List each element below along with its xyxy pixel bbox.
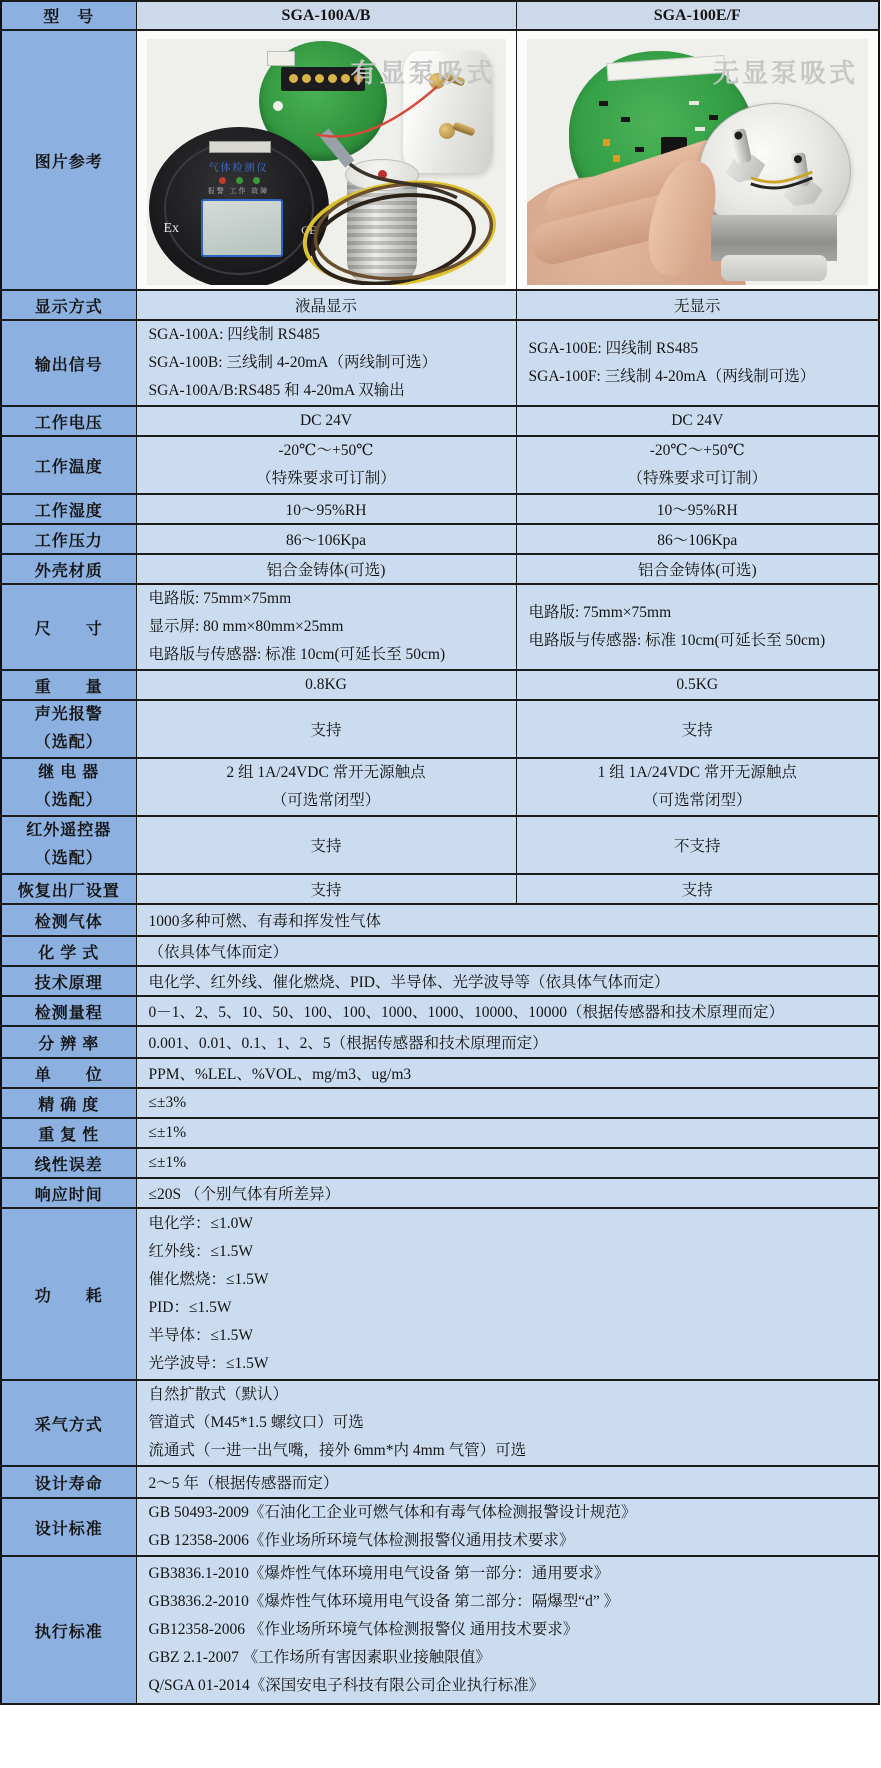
header-model-b: SGA-100E/F <box>516 1 879 30</box>
relay-label-line: 继 电 器 <box>38 764 100 781</box>
cell-repeatability: ≤±1% <box>136 1118 879 1148</box>
sampling-line: 自然扩散式（默认） <box>148 1386 289 1403</box>
row-image-label: 图片参考 <box>1 30 136 290</box>
row-image <box>1 30 879 290</box>
row-remote-label <box>1 816 136 874</box>
exec-standard-line: Q/SGA 01-2014《深国安电子科技有限公司企业执行标准》 <box>148 1677 545 1694</box>
alarm-label-line: （选配） <box>34 734 103 751</box>
relay-line: （可选常闭型） <box>271 792 381 809</box>
cell-design-standard <box>136 1498 879 1556</box>
cell-voltage-a: DC 24V <box>136 406 516 436</box>
row-power <box>1 1208 879 1380</box>
red-dot <box>378 170 387 179</box>
row-weight <box>1 670 879 700</box>
temperature-line: -20℃～+50℃ <box>278 442 374 459</box>
cell-reset-b: 支持 <box>516 874 879 904</box>
cell-accuracy: ≤±3% <box>136 1088 879 1118</box>
row-alarm-label <box>1 700 136 758</box>
row-lifespan-label: 设计寿命 <box>1 1466 136 1498</box>
design-standard-line: GB 50493-2009《石油化工企业可燃气体和有毒气体检测报警设计规范》 <box>148 1504 637 1521</box>
cell-relay-b <box>516 758 879 816</box>
row-principle-label: 技术原理 <box>1 966 136 996</box>
gas-detector-device <box>149 127 329 285</box>
exec-standard-line: GB12358-2006 《作业场所环境气体检测报警仪 通用技术要求》 <box>148 1621 579 1638</box>
row-accuracy <box>1 1088 879 1118</box>
row-relay-label <box>1 758 136 816</box>
pcb-component <box>621 117 630 122</box>
ce-mark: CE <box>301 223 317 237</box>
row-formula-label: 化 学 式 <box>1 936 136 966</box>
row-output <box>1 320 879 406</box>
cylinder-base <box>721 255 827 281</box>
cell-shell-a: 铝合金铸体(可选) <box>136 554 516 584</box>
row-display <box>1 290 879 320</box>
cell-exec-standard <box>136 1556 879 1704</box>
cell-response: ≤20S （个别气体有所差异） <box>136 1178 879 1208</box>
row-alarm <box>1 700 879 758</box>
led-indicators-icon <box>219 177 226 184</box>
row-reset-label: 恢复出厂设置 <box>1 874 136 904</box>
sensor-cylinder <box>695 103 855 285</box>
brass-nozzle-stem <box>452 121 475 136</box>
row-response <box>1 1178 879 1208</box>
row-pressure-label: 工作压力 <box>1 524 136 554</box>
cell-size-a <box>136 584 516 670</box>
device-title: 气体检测仪 <box>208 163 269 174</box>
output-line: SGA-100F: 三线制 4-20mA（两线制可选） <box>528 368 816 385</box>
brass-nozzle-icon <box>439 123 455 139</box>
row-shell-label: 外壳材质 <box>1 554 136 584</box>
power-line: 半导体：≤1.5W <box>148 1327 254 1344</box>
watermark-right: 无显泵吸式 <box>712 58 858 88</box>
row-weight-label: 重 量 <box>1 670 136 700</box>
row-unit-label: 单 位 <box>1 1058 136 1088</box>
cell-unit: PPM、%LEL、%VOL、mg/m3、ug/m3 <box>136 1058 879 1088</box>
row-voltage-label: 工作电压 <box>1 406 136 436</box>
cell-principle: 电化学、红外线、催化燃烧、PID、半导体、光学波导等（依具体气体而定） <box>136 966 879 996</box>
cell-humidity-a: 10～95%RH <box>136 494 516 524</box>
design-standard-line: GB 12358-2006《作业场所环境气体检测报警仪通用技术要求》 <box>148 1532 575 1549</box>
row-linearity <box>1 1148 879 1178</box>
pcb-component <box>635 147 644 152</box>
ex-mark: Ex <box>163 221 180 236</box>
row-pressure <box>1 524 879 554</box>
cell-remote-b: 不支持 <box>516 816 879 874</box>
pcb-mount-hole <box>273 101 283 111</box>
cell-output-a <box>136 320 516 406</box>
row-output-label: 输出信号 <box>1 320 136 406</box>
pcb-component <box>613 155 620 162</box>
row-relay <box>1 758 879 816</box>
cell-display-a: 液晶显示 <box>136 290 516 320</box>
row-humidity <box>1 494 879 524</box>
exec-standard-line: GBZ 2.1-2007 《工作场所有害因素职业接触限值》 <box>148 1649 491 1666</box>
row-gas-label: 检测气体 <box>1 904 136 936</box>
temperature-line: （特殊要求可订制） <box>256 470 396 487</box>
cell-shell-b: 铝合金铸体(可选) <box>516 554 879 584</box>
output-line: SGA-100B: 三线制 4-20mA（两线制可选） <box>148 354 437 371</box>
cell-pressure-a: 86～106Kpa <box>136 524 516 554</box>
alarm-label-line: 声光报警 <box>34 706 103 723</box>
cell-weight-b: 0.5KG <box>516 670 879 700</box>
sampling-line: 管道式（M45*1.5 螺纹口）可选 <box>148 1414 364 1431</box>
remote-label-line: （选配） <box>34 850 103 867</box>
row-design-standard <box>1 1498 879 1556</box>
row-power-label: 功 耗 <box>1 1208 136 1380</box>
header-model-a: SGA-100A/B <box>136 1 516 30</box>
cell-pressure-b: 86～106Kpa <box>516 524 879 554</box>
relay-line: 1 组 1A/24VDC 常开无源触点 <box>597 764 797 781</box>
row-repeatability-label: 重 复 性 <box>1 1118 136 1148</box>
led-labels: 报警 工作 故障 <box>207 187 270 195</box>
power-line: 催化燃烧：≤1.5W <box>148 1271 269 1288</box>
power-line: PID：≤1.5W <box>148 1299 232 1316</box>
row-resolution <box>1 1026 879 1058</box>
row-voltage <box>1 406 879 436</box>
cell-size-b <box>516 584 879 670</box>
cell-formula: （依具体气体而定） <box>136 936 879 966</box>
steel-nozzle-icon <box>777 150 824 211</box>
row-exec-standard <box>1 1556 879 1704</box>
row-range-label: 检测量程 <box>1 996 136 1026</box>
row-resolution-label: 分 辨 率 <box>1 1026 136 1058</box>
row-accuracy-label: 精 确 度 <box>1 1088 136 1118</box>
cell-linearity: ≤±1% <box>136 1148 879 1178</box>
size-line: 电路版: 75mm×75mm <box>528 604 672 621</box>
output-line: SGA-100A/B:RS485 和 4-20mA 双输出 <box>148 382 405 399</box>
row-unit <box>1 1058 879 1088</box>
row-size <box>1 584 879 670</box>
cell-resolution: 0.001、0.01、0.1、1、2、5（根据传感器和技术原理而定） <box>136 1026 879 1058</box>
size-line: 电路版: 75mm×75mm <box>148 590 292 607</box>
cell-display-b: 无显示 <box>516 290 879 320</box>
watermark-left: 有显泵吸式 <box>350 58 496 88</box>
row-shell <box>1 554 879 584</box>
row-temperature <box>1 436 879 494</box>
row-sampling <box>1 1380 879 1466</box>
row-response-label: 响应时间 <box>1 1178 136 1208</box>
cell-temperature-b <box>516 436 879 494</box>
row-header <box>1 1 879 30</box>
product-photo-right <box>527 39 869 285</box>
row-design-standard-label: 设计标准 <box>1 1498 136 1556</box>
row-repeatability <box>1 1118 879 1148</box>
output-line: SGA-100E: 四线制 RS485 <box>528 340 699 357</box>
output-line: SGA-100A: 四线制 RS485 <box>148 326 320 343</box>
temperature-line: （特殊要求可订制） <box>627 470 767 487</box>
relay-label-line: （选配） <box>34 792 103 809</box>
row-linearity-label: 线性误差 <box>1 1148 136 1178</box>
row-exec-standard-label: 执行标准 <box>1 1556 136 1704</box>
temperature-line: -20℃～+50℃ <box>649 442 745 459</box>
row-range <box>1 996 879 1026</box>
row-lifespan <box>1 1466 879 1498</box>
lcd-screen <box>201 199 283 257</box>
cell-temperature-a <box>136 436 516 494</box>
relay-line: （可选常闭型） <box>642 792 752 809</box>
row-principle <box>1 966 879 996</box>
cell-sampling <box>136 1380 879 1466</box>
cell-voltage-b: DC 24V <box>516 406 879 436</box>
cell-range: 0－1、2、5、10、50、100、100、1000、1000、10000、10000（根据传感器和技术原理而定） <box>136 996 879 1026</box>
size-line: 电路版与传感器: 标准 10cm(可延长至 50cm) <box>528 632 826 649</box>
sampling-line: 流通式（一进一出气嘴，接外 6mm*内 4mm 气管）可选 <box>148 1442 527 1459</box>
relay-line: 2 组 1A/24VDC 常开无源触点 <box>226 764 426 781</box>
row-size-label: 尺 寸 <box>1 584 136 670</box>
remote-label-line: 红外遥控器 <box>26 822 112 839</box>
cell-humidity-b: 10～95%RH <box>516 494 879 524</box>
header-model-label: 型 号 <box>1 1 136 30</box>
row-reset <box>1 874 879 904</box>
row-formula <box>1 936 879 966</box>
row-humidity-label: 工作湿度 <box>1 494 136 524</box>
row-remote <box>1 816 879 874</box>
cell-alarm-b: 支持 <box>516 700 879 758</box>
product-photo-left <box>147 39 506 285</box>
cell-reset-a: 支持 <box>136 874 516 904</box>
power-line: 电化学：≤1.0W <box>148 1215 254 1232</box>
cell-remote-a: 支持 <box>136 816 516 874</box>
row-display-label: 显示方式 <box>1 290 136 320</box>
cell-lifespan: 2～5 年（根据传感器而定） <box>136 1466 879 1498</box>
ribbed-body <box>347 181 417 285</box>
power-line: 红外线：≤1.5W <box>148 1243 254 1260</box>
row-sampling-label: 采气方式 <box>1 1380 136 1466</box>
product-photo-right-cell <box>516 30 879 290</box>
pcb-connector <box>267 51 295 66</box>
size-line: 显示屏: 80 mm×80mm×25mm <box>148 618 344 635</box>
cell-alarm-a: 支持 <box>136 700 516 758</box>
row-gas <box>1 904 879 936</box>
cell-weight-a: 0.8KG <box>136 670 516 700</box>
ribbed-sensor-cylinder <box>345 159 419 285</box>
cell-relay-a <box>136 758 516 816</box>
cell-power <box>136 1208 879 1380</box>
terminal-screws <box>289 74 298 83</box>
exec-standard-line: GB3836.2-2010《爆炸性气体环境用电气设备 第二部分：隔爆型“d” 》 <box>148 1593 620 1610</box>
row-temperature-label: 工作温度 <box>1 436 136 494</box>
pcb-component <box>603 139 610 146</box>
size-line: 电路版与传感器: 标准 10cm(可延长至 50cm) <box>148 646 446 663</box>
power-line: 光学波导：≤1.5W <box>148 1355 269 1372</box>
cell-gas: 1000多种可燃、有毒和挥发性气体 <box>136 904 879 936</box>
cell-output-b <box>516 320 879 406</box>
pcb-sticker <box>606 55 725 81</box>
exec-standard-line: GB3836.1-2010《爆炸性气体环境用电气设备 第一部分：通用要求》 <box>148 1565 610 1582</box>
device-sticker <box>209 141 271 153</box>
pcb-component <box>599 101 608 106</box>
product-photo-left-cell <box>136 30 516 290</box>
